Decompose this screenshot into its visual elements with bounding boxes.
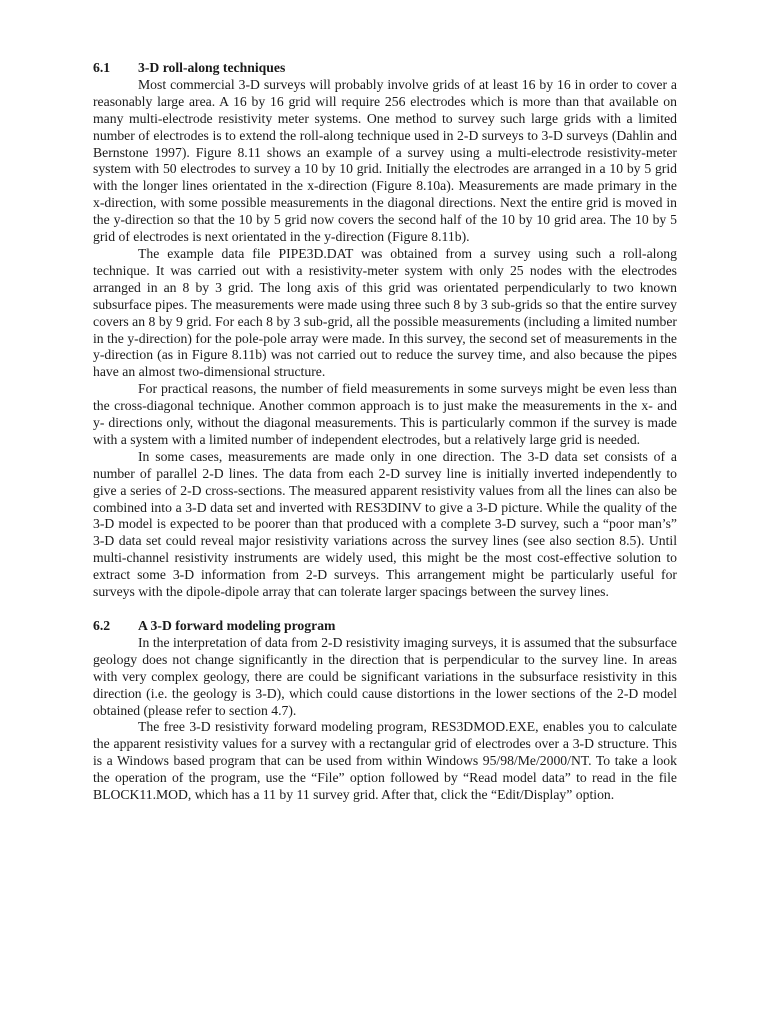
paragraph: The example data file PIPE3D.DAT was obtained from a survey using such a roll-along technique. It was carried out with a resistivity-meter system with only 25 nodes with the electrodes arranged in an 8 by 3 grid. The long axis of this grid was orientated perpendicularly to two known subsurface pipes. The measurements were made using three such 8 by 3 sub-grids so that the entire survey covers an 8 by 9 grid. For each 8 by 3 sub-grid, all the possible measurements (including a limited number in the y-direction) for the pole-pole array were made. In this survey, the second set of measurements in the y-direction (as in Figure 8.11b) was not carried out to reduce the survey time, and also because the pipes have an almost two-dimensional structure.: [93, 245, 677, 380]
section-number: 6.1: [93, 60, 111, 75]
paragraph: Most commercial 3-D surveys will probably involve grids of at least 16 by 16 in order to cover a reasonably large area. A 16 by 16 grid will require 256 electrodes which is more than that available on many multi-electrode resistivity meter systems. One method to survey such large grids with a limited number of electrodes is to extend the roll-along technique used in 2-D surveys to 3-D surveys (Dahlin and Bernstone 1997). Figure 8.11 shows an example of a survey using a multi-electrode resistivity-meter system with 50 electrodes to survey a 10 by 10 grid. Initially the electrodes are arranged in a 10 by 5 grid with the longer lines orientated in the x-direction (Figure 8.10a). Measurements are made primary in the x-direction, with some possible measurements in the diagonal directions. Next the entire grid is moved in the y-direction so that the 10 by 5 grid now covers the second half of the 10 by 10 grid area. The 10 by 5 grid of electrodes is next orientated in the y-direction (Figure 8.11b).: [93, 76, 677, 245]
section-spacer: [93, 601, 677, 618]
section-title: A 3-D forward modeling program: [138, 618, 336, 633]
section-heading-6-2: [93, 618, 677, 635]
document-page: [93, 60, 677, 804]
section-heading-6-1: [93, 60, 677, 77]
paragraph: In some cases, measurements are made only in one direction. The 3-D data set consists of a number of parallel 2-D lines. The data from each 2-D survey line is initially inverted independently to give a series of 2-D cross-sections. The measured apparent resistivity values from all the lines can also be combined into a 3-D data set and inverted with RES3DINV to give a 3-D picture. While the quality of the 3-D model is expected to be poorer than that produced with a complete 3-D survey, such a “poor man’s” 3-D data set could reveal major resistivity variations across the survey lines (see also section 8.5). Until multi-channel resistivity instruments are widely used, this might be the most cost-effective solution to extract some 3-D information from 2-D surveys. This arrangement might be particularly useful for surveys with the dipole-dipole array that can tolerate larger spacings between the survey lines.: [93, 448, 677, 600]
paragraph: The free 3-D resistivity forward modeling program, RES3DMOD.EXE, enables you to calculate the apparent resistivity values for a survey with a rectangular grid of electrodes over a 3-D structure. This is a Windows based program that can be used from within Windows 95/98/Me/2000/NT. To take a look the operation of the program, use the “File” option followed by “Read model data” to read in the file BLOCK11.MOD, which has a 11 by 11 survey grid. After that, click the “Edit/Display” option.: [93, 719, 677, 803]
paragraph: For practical reasons, the number of field measurements in some surveys might be even less than the cross-diagonal technique. Another common approach is to just make the measurements in the x- and y- directions only, without the diagonal measurements. This is particularly common if the survey is made with a system with a limited number of independent electrodes, but a relatively large grid is needed.: [93, 381, 677, 447]
section-number: 6.2: [93, 618, 111, 633]
section-title: 3-D roll-along techniques: [138, 60, 286, 75]
paragraph: In the interpretation of data from 2-D resistivity imaging surveys, it is assumed that the subsurface geology does not change significantly in the direction that is perpendicular to the survey line. In areas with very complex geology, there are could be significant variations in the subsurface resistivity in this direction (i.e. the geology is 3-D), which could cause distortions in the lower sections of the 2-D model obtained (please refer to section 4.7).: [93, 634, 678, 718]
